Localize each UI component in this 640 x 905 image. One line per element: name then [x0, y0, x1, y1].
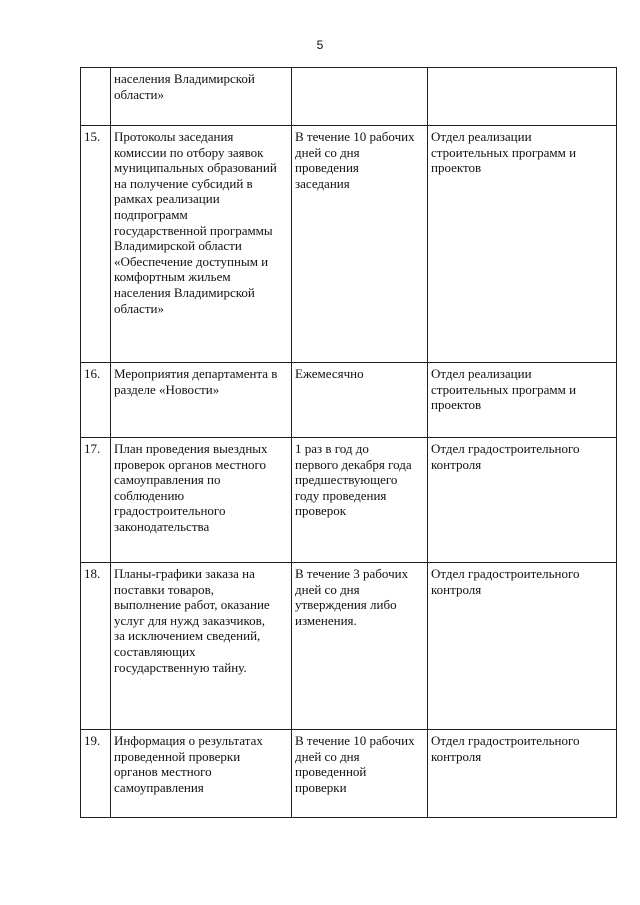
- publication-term: Ежемесячно: [292, 363, 428, 438]
- row-number: 17.: [81, 438, 111, 563]
- document-name: Информация о результатах проведенной проверки органов местного самоуправления: [111, 730, 292, 818]
- responsible-unit: Отдел градостроительного контроля: [428, 730, 617, 818]
- responsible-unit: Отдел градостроительного контроля: [428, 563, 617, 730]
- row-number: 18.: [81, 563, 111, 730]
- document-name: План проведения выездных проверок органов местного самоуправления по соблюдению градостроительного законодательства: [111, 438, 292, 563]
- publication-term: В течение 3 рабочих дней со дня утверждения либо изменения.: [292, 563, 428, 730]
- table-row: [81, 438, 617, 563]
- document-table: [80, 67, 617, 818]
- responsible-unit: Отдел реализации строительных программ и проектов: [428, 126, 617, 363]
- responsible-unit: [428, 68, 617, 126]
- table-row: [81, 363, 617, 438]
- publication-term: [292, 68, 428, 126]
- row-number: [81, 68, 111, 126]
- table-row: [81, 68, 617, 126]
- responsible-unit: Отдел реализации строительных программ и проектов: [428, 363, 617, 438]
- page-number: 5: [316, 38, 324, 52]
- table-row: [81, 126, 617, 363]
- publication-term: 1 раз в год до первого декабря года предшествующего году проведения проверок: [292, 438, 428, 563]
- row-number: 15.: [81, 126, 111, 363]
- publication-term: В течение 10 рабочих дней со дня проведения заседания: [292, 126, 428, 363]
- document-name: Планы-графики заказа на поставки товаров, выполнение работ, оказание услуг для нужд заказчиков, за исключением сведений, составляющих государственную тайну.: [111, 563, 292, 730]
- table-row: [81, 563, 617, 730]
- document-name: Мероприятия департамента в разделе «Новости»: [111, 363, 292, 438]
- publication-term: В течение 10 рабочих дней со дня проведенной проверки: [292, 730, 428, 818]
- row-number: 16.: [81, 363, 111, 438]
- document-name: населения Владимирской области»: [111, 68, 292, 126]
- document-name: Протоколы заседания комиссии по отбору заявок муниципальных образований на получение субсидий в рамках реализации подпрограмм государственной программы Владимирской области «Обеспечение доступным и комфортным жильем населения Владимирской области»: [111, 126, 292, 363]
- responsible-unit: Отдел градостроительного контроля: [428, 438, 617, 563]
- row-number: 19.: [81, 730, 111, 818]
- table-row: [81, 730, 617, 818]
